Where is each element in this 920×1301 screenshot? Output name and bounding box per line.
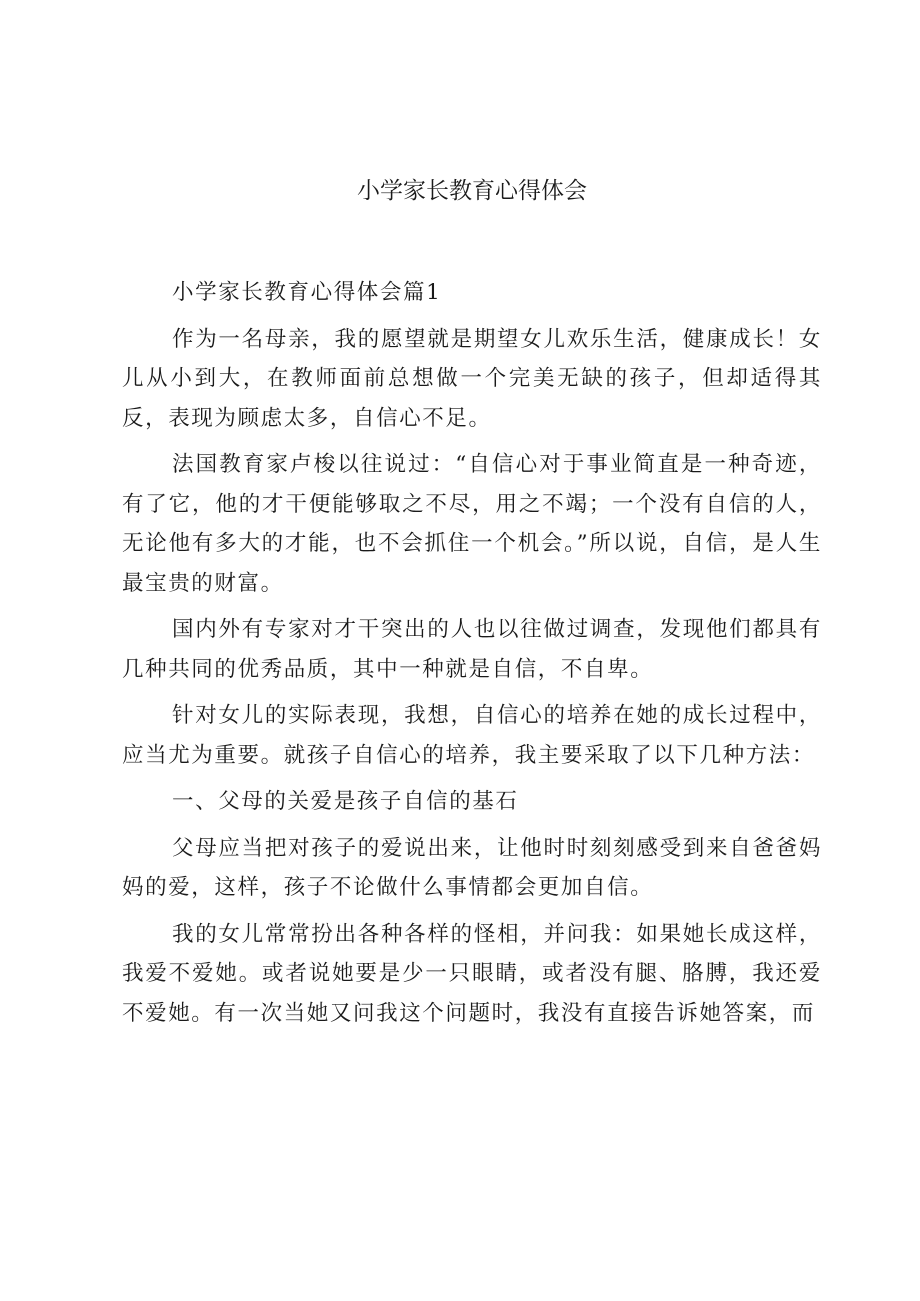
document-body xyxy=(122,273,822,1040)
subsection-heading: 一、父母的关爱是孩子自信的基石 xyxy=(172,789,519,814)
paragraph: 针对女儿的实际表现，我想，自信心的培养在她的成长过程中，应当尤为重要。就孩子自信心的培养，我主要采取了以下几种方法： xyxy=(122,703,822,768)
paragraph: 我的女儿常常扮出各种各样的怪相，并问我：如果她长成这样，我爱不爱她。或者说她要是少一只眼睛，或者没有腿、胳膊，我还爱不爱她。有一次当她又问我这个问题时，我没有直接告诉她答案，而 xyxy=(122,921,822,1026)
paragraph: 作为一名母亲，我的愿望就是期望女儿欢乐生活，健康成长！女儿从小到大，在教师面前总想做一个完美无缺的孩子，但却适得其反，表现为顾虑太多，自信心不足。 xyxy=(122,326,822,431)
paragraph: 父母应当把对孩子的爱说出来，让他时时刻刻感受到来自爸爸妈妈的爱，这样，孩子不论做什么事情都会更加自信。 xyxy=(122,835,822,900)
section-heading: 小学家长教育心得体会篇1 xyxy=(172,280,442,305)
document-title: 小学家长教育心得体会 xyxy=(357,178,587,204)
paragraph: 国内外有专家对才干突出的人也以往做过调查，发现他们都具有几种共同的优秀品质，其中一种就是自信，不自卑。 xyxy=(122,617,822,682)
paragraph: 法国教育家卢梭以往说过：“自信心对于事业简直是一种奇迹，有了它，他的才干便能够取之不尽，用之不竭；一个没有自信的人，无论他有多大的才能，也不会抓住一个机会。”所以说，自信，是人生最宝贵的财富。 xyxy=(122,452,822,596)
